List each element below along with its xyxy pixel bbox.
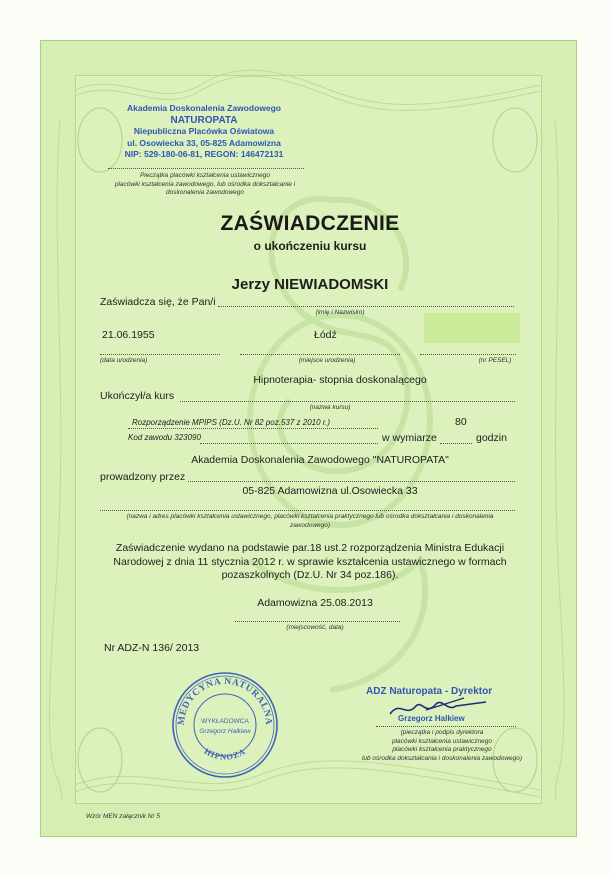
director-caption-line: (pieczątka i podpis dyrektora (400, 729, 484, 736)
document-subtitle: o ukończeniu kursu (253, 239, 367, 253)
regulation: Rozporządzenie MPIPS (Dz.U. Nr 82 poz.537 z 2010 r.) (132, 418, 331, 427)
signature-line (376, 726, 516, 727)
organized-label: prowadzony przez (100, 471, 186, 483)
hours-unit: godzin (476, 432, 507, 444)
stamp-caption (100, 172, 310, 198)
director-caption-line: placówki kształcenia ustawicznego (391, 737, 493, 745)
stamp-caption-line: doskonalenia zawodowego (165, 189, 245, 196)
name-caption: (imię i Nazwisko) (315, 309, 365, 316)
completed-label: Ukończył/a kurs (100, 390, 175, 402)
director-name: Grzegorz Halkiew (398, 714, 465, 723)
issuer-name: Akademia Doskonalenia Zawodowego (127, 103, 281, 113)
address-line (100, 510, 515, 511)
seal-inner-title: WYKŁADOWCA (201, 718, 249, 725)
form-footer: Wzór MEN załącznik Nr 5 (86, 813, 161, 820)
issuer-ids: NIP: 529-180-06-81, REGON: 146472131 (124, 149, 284, 159)
svg-text:HIPNOZA (203, 746, 248, 762)
code-line (200, 443, 378, 444)
hours-label: w wymiarze (382, 432, 437, 444)
legal-basis-line: Narodowej z dnia 11 stycznia 2012 r. w sprawie kształcenia ustawicznego w formach (113, 555, 507, 568)
place-date-line (235, 621, 400, 622)
seal-inner-name: Grzegorz Halkiew (199, 728, 251, 735)
issuer-brand: NATUROPATA (170, 114, 238, 126)
certifies-label: Zaświadcza się, że Pan/i (100, 296, 216, 308)
organizer-name: Akademia Doskonalenia Zawodowego "NATUROPATA" (191, 454, 449, 466)
course-caption: (nazwa kursu) (309, 404, 351, 411)
seal-graphic (170, 670, 280, 780)
name-line (218, 306, 514, 307)
seal-bottom-text: HIPNOZA (202, 745, 248, 762)
course-name: Hipnoterapia- stopnia doskonalącego (253, 374, 427, 386)
issuer-address: ul. Osowiecka 33, 05-825 Adamowizna (127, 137, 281, 148)
recipient-name: Jerzy NIEWIADOMSKI (231, 276, 389, 293)
birth-place: Łódź (314, 329, 337, 341)
round-seal (170, 670, 280, 780)
stamp-caption-line: Pieczątka placówki kształcenia ustawicznego (139, 172, 271, 179)
birth-place-caption: (miejsce urodzenia) (298, 357, 356, 364)
pesel-line (420, 354, 516, 355)
pesel-redaction (424, 313, 520, 343)
certificate-number: Nr ADZ-N 136/ 2013 (104, 642, 200, 654)
director-caption-line: placówki kształcenia praktycznego (392, 746, 492, 753)
birth-date-caption: (data urodzenia) (100, 357, 148, 364)
stamp-caption-line: placówki kształcenia zawodowego, lub ośrodka dokształcanie i (114, 180, 296, 188)
place-date-caption: (miejscowość, data) (286, 624, 344, 631)
regulation-line (128, 428, 378, 429)
organizer-address: 05-825 Adamowizna ul.Osowiecka 33 (242, 485, 418, 497)
document-title: ZAŚWIADCZENIE (220, 212, 400, 235)
seal-outer-text: MEDYCYNA NATURALNA (176, 676, 274, 726)
birth-date-line (100, 354, 220, 355)
legal-basis-line: Zaświadczenie wydano na podstawie par.18 ust.2 rozporządzenia Ministra Edukacji (115, 542, 505, 554)
organizer-line (188, 481, 515, 482)
organizer-caption (100, 513, 520, 530)
place-date: Adamowizna 25.08.2013 (257, 597, 373, 609)
issuer-stamp (98, 103, 310, 161)
director-caption-line: lub ośrodka dokształcania i doskonalenia zawodowego) (361, 754, 523, 762)
director-title: ADZ Naturopata - Dyrektor (366, 686, 493, 697)
organizer-caption-line: zawodowego) (289, 521, 331, 529)
organizer-caption-line: (nazwa i adres placówki kształcenia ustawicznego, placówki kształcenia praktycznego lub ośrodka dokształcania i doskonalenia (126, 513, 494, 520)
hours-line (440, 443, 472, 444)
occupation-code: Kod zawodu 323090 (128, 433, 201, 442)
course-line (180, 401, 515, 402)
director-caption (356, 729, 528, 763)
birth-date: 21.06.1955 (102, 329, 155, 341)
hours-value: 80 (455, 416, 467, 428)
legal-basis-line: pozaszkolnych (Dz.U. Nr 34 poz.186). (221, 569, 399, 581)
birth-place-line (240, 354, 400, 355)
legal-basis (100, 542, 520, 583)
pesel-caption: (nr PESEL) (478, 357, 512, 364)
stamp-underline (108, 168, 304, 169)
issuer-type: Niepubliczna Placówka Oświatowa (133, 126, 275, 136)
